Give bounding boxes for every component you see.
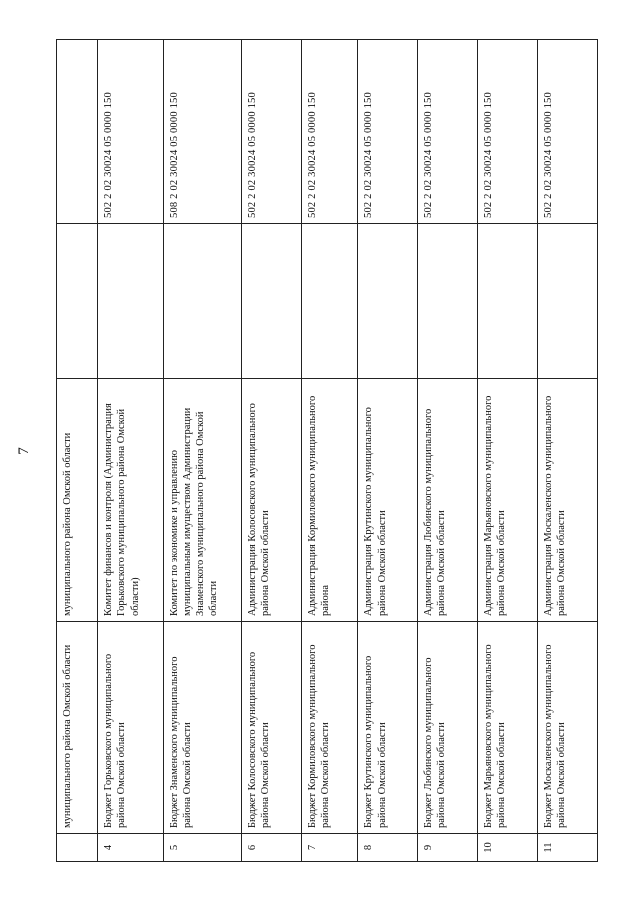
budget-code-cell: 502 2 02 30024 05 0000 150 [538,40,598,224]
table-row [163,40,241,862]
budget-name-cell: Бюджет Знаменского муниципального района Омской области [163,622,241,834]
row-number-cell: 9 [418,834,478,862]
row-number-cell: 11 [538,834,598,862]
administrator-cell: Администрация Кормиловского муниципального района [301,379,358,622]
extra-cell [358,224,418,379]
administrator-cell: муниципального района Омской области [57,379,98,622]
table-row [418,40,478,862]
administrator-cell: Администрация Москаленского муниципального района Омской области [538,379,598,622]
table-row [98,40,163,862]
budget-code-cell: 502 2 02 30024 05 0000 150 [478,40,538,224]
page-number: 7 [16,447,32,455]
extra-cell [242,224,302,379]
budget-code-cell: 502 2 02 30024 05 0000 150 [98,40,163,224]
administrator-cell: Администрация Колосовского муниципального района Омской области [242,379,302,622]
row-number-cell: 6 [242,834,302,862]
extra-cell [98,224,163,379]
budget-code-cell: 502 2 02 30024 05 0000 150 [242,40,302,224]
rotated-table-wrapper [16,40,598,862]
extra-cell [57,224,98,379]
extra-cell [418,224,478,379]
extra-cell [163,224,241,379]
administrator-cell: Администрация Марьяновского муниципального района Омской области [478,379,538,622]
row-number-cell: 4 [98,834,163,862]
administrator-cell: Администрация Любинского муниципального района Омской области [418,379,478,622]
row-number-cell: 7 [301,834,358,862]
administrator-cell: Комитет по экономике и управлению муниципальным имуществом Администрации Знаменского муниципального района Омской области [163,379,241,622]
table-row [57,40,98,862]
budget-name-cell: Бюджет Колосовского муниципального района Омской области [242,622,302,834]
budget-name-cell: Бюджет Любинского муниципального района Омской области [418,622,478,834]
budget-name-cell: муниципального района Омской области [57,622,98,834]
extra-cell [478,224,538,379]
budget-name-cell: Бюджет Марьяновского муниципального района Омской области [478,622,538,834]
budget-code-cell: 502 2 02 30024 05 0000 150 [358,40,418,224]
table-row [538,40,598,862]
budget-table-body [57,40,598,862]
budget-code-cell: 502 2 02 30024 05 0000 150 [301,40,358,224]
budget-code-cell [57,40,98,224]
table-row [478,40,538,862]
budget-name-cell: Бюджет Москаленского муниципального района Омской области [538,622,598,834]
extra-cell [538,224,598,379]
budget-table [56,39,598,862]
table-row [242,40,302,862]
administrator-cell: Комитет финансов и контроля (Администрация Горьковского муниципального района Омской области) [98,379,163,622]
row-number-cell [57,834,98,862]
budget-name-cell: Бюджет Крутинского муниципального района Омской области [358,622,418,834]
table-row [358,40,418,862]
row-number-cell: 5 [163,834,241,862]
table-row [301,40,358,862]
budget-code-cell: 508 2 02 30024 05 0000 150 [163,40,241,224]
row-number-cell: 10 [478,834,538,862]
administrator-cell: Администрация Крутинского муниципального района Омской области [358,379,418,622]
budget-name-cell: Бюджет Кормиловского муниципального района Омской области [301,622,358,834]
row-number-cell: 8 [358,834,418,862]
budget-name-cell: Бюджет Горьковского муниципального района Омской области [98,622,163,834]
extra-cell [301,224,358,379]
budget-code-cell: 502 2 02 30024 05 0000 150 [418,40,478,224]
